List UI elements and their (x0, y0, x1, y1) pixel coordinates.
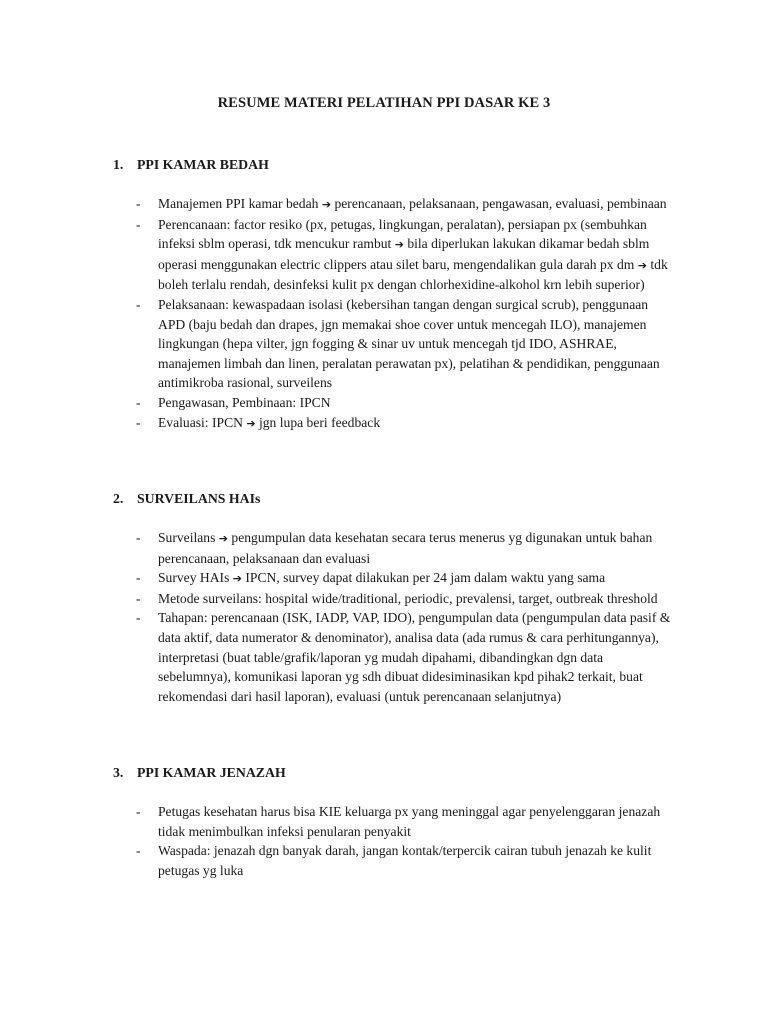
list-item-text: Tahapan: perencanaan (ISK, IADP, VAP, IDO), pengumpulan data (pengumpulan data pasif & data aktif, data numerator & denominator), analisa data (ada rumus & cara perhitungannya), interpretasi (buat table/grafik/laporan yg mudah dipahami, dibandingkan dgn data sebelumnya), komunikasi laporan yg sdh dibuat didesiminasikan kpd pihak2 terkait, buat rekomendasi dari hasil laporan), evaluasi (untuk perencanaan selanjutnya) (158, 610, 671, 704)
list-item (136, 295, 676, 393)
list-item-text: IPCN, survey dapat dilakukan per 24 jam dalam waktu yang sama (241, 570, 606, 586)
section-title: PPI KAMAR JENAZAH (137, 765, 286, 780)
list-item (136, 194, 676, 215)
section-heading-ppi-kamar-jenazah (113, 763, 286, 783)
section-heading-ppi-kamar-bedah (113, 155, 269, 175)
list-item-text: pengumpulan data kesehatan secara terus menerus yg digunakan untuk bahan perencanaan, pelaksanaan dan evaluasi (158, 530, 653, 566)
bullet-dash: - (136, 414, 141, 430)
list-item (136, 841, 676, 880)
section-title: PPI KAMAR BEDAH (137, 157, 269, 172)
bullet-dash: - (136, 843, 141, 859)
list-item-text: bila diperlukan lakukan dikamar bedah sblm operasi menggunakan electric clippers atau silet baru, mengendalikan gula darah px dm (158, 236, 650, 272)
bullet-list (136, 802, 676, 880)
bullet-list (136, 194, 676, 433)
list-item-text: Pelaksanaan: kewaspadaan isolasi (kebersihan tangan dengan surgical scrub), penggunaan APD (baju bedah dan drapes, jgn memakai shoe cover untuk mencegah ILO), manajemen lingkungan (hepa vilter, jgn fogging & sinar uv untuk mencegah tjd IDO, ASHRAE, manajemen limbah dan linen, peralatan perawatan px), pelatihan & pendidikan, penggunaan antimikroba rasional, surveilens (158, 296, 660, 391)
arrow-right-icon: ➔ (321, 198, 332, 211)
list-item (136, 568, 676, 589)
bullet-dash: - (136, 296, 141, 312)
section-heading-surveilans-hais (113, 489, 260, 509)
list-item-text: Perencanaan: factor resiko (px, petugas, lingkungan, peralatan), persiapan px (sembuhkan infeksi sblm operasi, tdk mencukur rambut (158, 216, 647, 252)
list-item (136, 802, 676, 841)
list-item (136, 608, 676, 706)
list-item-text: Metode surveilans: hospital wide/traditional, periodic, prevalensi, target, outbreak threshold (158, 590, 658, 606)
list-item (136, 413, 676, 434)
arrow-right-icon: ➔ (218, 532, 229, 545)
bullet-dash: - (136, 530, 141, 545)
section-title: SURVEILANS HAIs (137, 491, 261, 506)
list-item (136, 528, 676, 568)
list-item (136, 215, 676, 295)
list-item-text: Survey HAIs (158, 570, 233, 586)
list-item-text: Petugas kesehatan harus bisa KIE keluarga px yang meninggal agar penyelenggaran jenazah tidak menimbulkan infeksi penularan penyakit (158, 804, 661, 839)
bullet-dash: - (136, 610, 141, 626)
arrow-right-icon: ➔ (394, 238, 404, 252)
section-number: 2. (113, 491, 124, 506)
list-item-text: tdk boleh terlalu rendah, desinfeksi kulit px dengan chlorhexidine-alkohol krn lebih superior) (158, 256, 668, 293)
arrow-right-icon: ➔ (232, 572, 242, 586)
bullet-dash: - (136, 590, 141, 606)
bullet-dash: - (136, 804, 141, 819)
list-item-text: Pengawasan, Pembinaan: IPCN (158, 394, 331, 410)
bullet-dash: - (136, 570, 141, 586)
document-title: RESUME MATERI PELATIHAN PPI DASAR KE 3 (217, 95, 551, 111)
arrow-right-icon: ➔ (637, 258, 647, 272)
section-number: 3. (113, 765, 124, 780)
bullet-dash: - (136, 196, 141, 211)
section-number: 1. (113, 157, 124, 172)
list-item-text: Manajemen PPI kamar bedah (158, 196, 322, 211)
list-item-text: Waspada: jenazah dgn banyak darah, jangan kontak/terpercik cairan tubuh jenazah ke kulit petugas yg luka (158, 843, 652, 878)
bullet-dash: - (136, 394, 141, 410)
list-item-text: Evaluasi: IPCN (158, 414, 247, 430)
bullet-list (136, 528, 676, 706)
list-item (136, 589, 676, 609)
list-item-text: Surveilans (158, 530, 219, 545)
list-item-text: jgn lupa beri feedback (255, 414, 381, 430)
arrow-right-icon: ➔ (246, 416, 256, 430)
list-item (136, 393, 676, 413)
bullet-dash: - (136, 216, 141, 232)
list-item-text: perencanaan, pelaksanaan, pengawasan, evaluasi, pembinaan (331, 196, 667, 211)
